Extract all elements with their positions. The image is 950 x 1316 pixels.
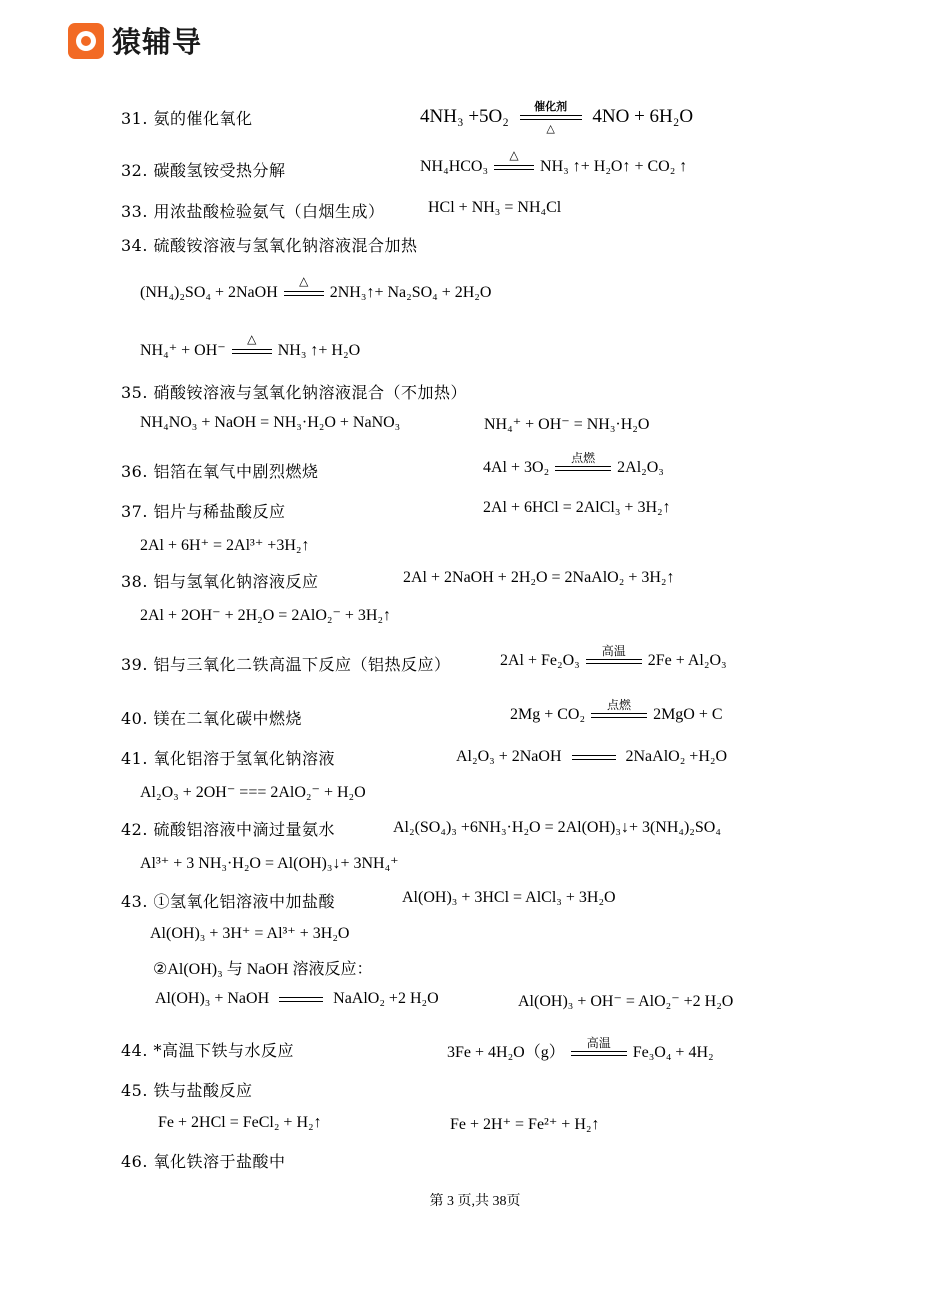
item-42-equation-1: Al₂(SO₄)₃ +6NH₃·H₂O = 2Al(OH)₃↓+ 3(NH₄)₂SO₄ xyxy=(393,819,721,836)
heat-arrow: △ xyxy=(284,291,324,296)
item-31-equation: 4NH₃ +5O₂ 催化剂 △ 4NO + 6H₂O xyxy=(420,100,694,136)
item-45-equation-2: Fe + 2H⁺ = Fe²⁺ + H₂↑ xyxy=(450,1116,600,1133)
item-41-title: 41. 氧化铝溶于氢氧化钠溶液 xyxy=(121,749,336,768)
item-37-title: 37. 铝片与稀盐酸反应 xyxy=(121,502,286,521)
item-36-equation: 4Al + 3O₂ 点燃 2Al₂O₃ xyxy=(483,450,664,476)
item-46-title: 46. 氧化铁溶于盐酸中 xyxy=(121,1152,286,1171)
brand-name: 猿辅导 xyxy=(112,25,203,59)
equals-arrow xyxy=(572,755,616,760)
item-39-title: 39. 铝与三氧化二铁高温下反应（铝热反应） xyxy=(121,655,451,674)
ignite-arrow: 点燃 xyxy=(591,713,647,718)
item-32-title: 32. 碳酸氢铵受热分解 xyxy=(121,161,286,180)
item-38-equation-1: 2Al + 2NaOH + 2H₂O = 2NaAlO₂ + 3H₂↑ xyxy=(403,569,675,586)
item-32-equation: NH₄HCO₃ △ NH₃ ↑+ H₂O↑ + CO₂ ↑ xyxy=(420,147,688,175)
item-40-title: 40. 镁在二氧化碳中燃烧 xyxy=(121,709,303,728)
item-42-equation-2: Al³⁺ + 3 NH₃·H₂O = Al(OH)₃↓+ 3NH₄⁺ xyxy=(140,855,399,872)
ignite-arrow: 点燃 xyxy=(555,466,611,471)
item-43-equation-4: Al(OH)₃ + OH⁻ = AlO₂⁻ +2 H₂O xyxy=(518,993,734,1010)
item-36-title: 36. 铝箔在氧气中剧烈燃烧 xyxy=(121,462,319,481)
item-31-title: 31. 氨的催化氧化 xyxy=(121,109,253,128)
item-41-equation-1: Al₂O₃ + 2NaOH 2NaAlO₂ +H₂O xyxy=(456,748,727,765)
condition-arrow: 催化剂 △ xyxy=(520,115,582,120)
item-38-title: 38. 铝与氢氧化钠溶液反应 xyxy=(121,572,319,591)
item-41-equation-2: Al₂O₃ + 2OH⁻ === 2AlO₂⁻ + H₂O xyxy=(140,784,366,801)
high-temp-arrow: 高温 xyxy=(571,1051,627,1056)
high-temp-arrow: 高温 xyxy=(586,659,642,664)
item-34-title: 34. 硫酸铵溶液与氢氧化钠溶液混合加热 xyxy=(121,236,418,255)
item-45-title: 45. 铁与盐酸反应 xyxy=(121,1081,253,1100)
item-43-subtitle: ②Al(OH)₃ 与 NaOH 溶液反应： xyxy=(153,961,373,978)
page-number: 第 3 页,共 38页 xyxy=(429,1194,521,1209)
heat-arrow: △ xyxy=(232,349,272,354)
item-35-equation-2: NH₄⁺ + OH⁻ = NH₃·H₂O xyxy=(484,416,650,433)
item-37-equation-1: 2Al + 6HCl = 2AlCl₃ + 3H₂↑ xyxy=(483,499,671,516)
item-44-equation: 3Fe + 4H₂O（g） 高温 Fe₃O₄ + 4H₂ xyxy=(447,1035,714,1061)
item-43-title: 43. ①氢氧化铝溶液中加盐酸 xyxy=(121,892,336,911)
item-40-equation: 2Mg + CO₂ 点燃 2MgO + C xyxy=(510,697,723,723)
item-37-equation-2: 2Al + 6H⁺ = 2Al³⁺ +3H₂↑ xyxy=(140,537,310,554)
item-43-equation-1: Al(OH)₃ + 3HCl = AlCl₃ + 3H₂O xyxy=(402,889,616,906)
item-33-equation: HCl + NH₃ = NH₄Cl xyxy=(428,199,562,216)
item-34-equation-1: (NH₄)₂SO₄ + 2NaOH △ 2NH₃↑+ Na₂SO₄ + 2H₂O xyxy=(140,273,492,301)
logo-icon xyxy=(68,23,104,59)
item-35-title: 35. 硝酸铵溶液与氢氧化钠溶液混合（不加热） xyxy=(121,383,468,402)
item-44-title: 44. *高温下铁与水反应 xyxy=(121,1041,295,1060)
item-45-equation-1: Fe + 2HCl = FeCl₂ + H₂↑ xyxy=(158,1114,322,1131)
brand-logo xyxy=(68,20,202,61)
item-38-equation-2: 2Al + 2OH⁻ + 2H₂O = 2AlO₂⁻ + 3H₂↑ xyxy=(140,607,392,624)
heat-arrow: △ xyxy=(494,165,534,170)
item-35-equation-1: NH₄NO₃ + NaOH = NH₃·H₂O + NaNO₃ xyxy=(140,414,401,431)
item-34-equation-2: NH₄⁺ + OH⁻ △ NH₃ ↑+ H₂O xyxy=(140,331,361,359)
item-42-title: 42. 硫酸铝溶液中滴过量氨水 xyxy=(121,820,336,839)
item-43-equation-2: Al(OH)₃ + 3H⁺ = Al³⁺ + 3H₂O xyxy=(150,925,350,942)
item-39-equation: 2Al + Fe₂O₃ 高温 2Fe + Al₂O₃ xyxy=(500,643,727,669)
item-33-title: 33. 用浓盐酸检验氨气（白烟生成） xyxy=(121,202,385,221)
equals-arrow xyxy=(279,997,323,1002)
item-43-equation-3: Al(OH)₃ + NaOH NaAlO₂ +2 H₂O xyxy=(155,990,439,1007)
